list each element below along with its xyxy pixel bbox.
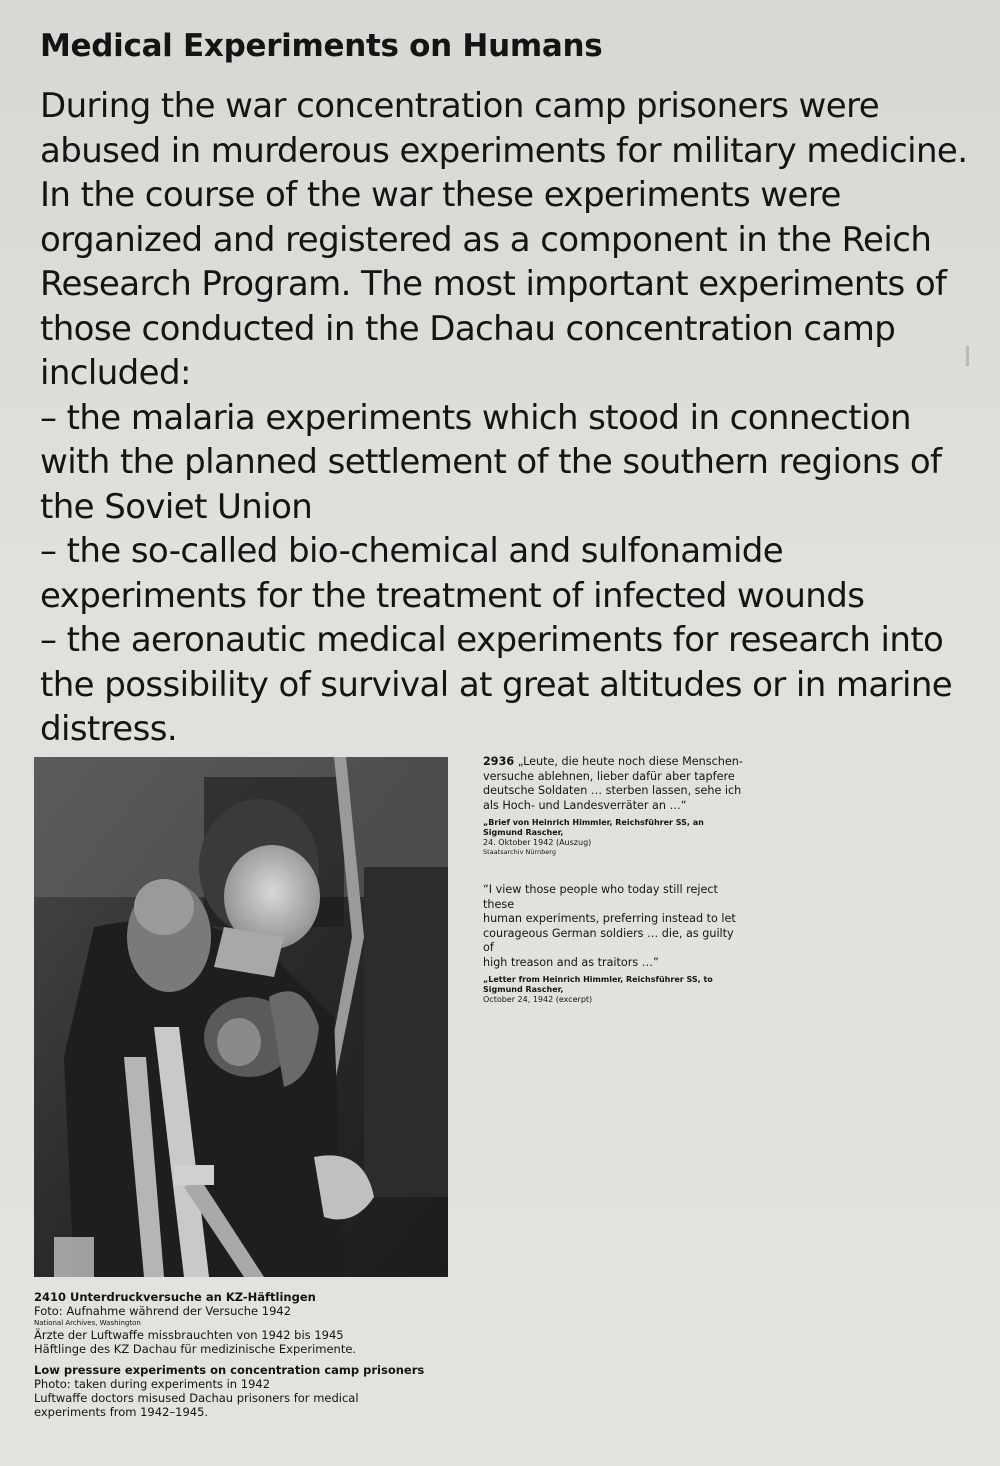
photo-illustration bbox=[34, 757, 448, 1277]
quote-en-line1: “I view those people who today still reject these bbox=[483, 883, 718, 911]
source-en-date: October 24, 1942 (excerpt) bbox=[483, 995, 593, 1004]
quote-number: 2936 bbox=[483, 755, 515, 768]
quote-source-de bbox=[483, 818, 743, 857]
quote-en-line2: human experiments, preferring instead to let bbox=[483, 912, 736, 925]
list-item-malaria: – the malaria experiments which stood in connection with the planned settlement of the southern regions of the Soviet Union bbox=[40, 397, 942, 527]
quote-de bbox=[483, 755, 743, 813]
himmler-quote bbox=[483, 755, 743, 1005]
caption-photo-en: Photo: taken during experiments in 1942 bbox=[34, 1377, 271, 1391]
intro-paragraph: During the war concentration camp prisoners were abused in murderous experiments for military medicine. In the course of the war these experiments were organized and registered as a component in the Reich Research Program. The most important experiments of those conducted in the Dachau concentration camp included: bbox=[40, 86, 968, 393]
quote-de-line4: als Hoch- und Landesverräter an …“ bbox=[483, 798, 687, 812]
intro-text bbox=[40, 84, 990, 752]
quote-en bbox=[483, 883, 743, 970]
caption-text-en-2: experiments from 1942–1945. bbox=[34, 1405, 209, 1419]
list-item-aeronautic: – the aeronautic medical experiments for research into the possibility of survival at great altitudes or in marine distress. bbox=[40, 620, 953, 749]
source-de-date: 24. Oktober 1942 (Auszug) bbox=[483, 838, 592, 847]
quote-de-line2: versuche ablehnen, lieber dafür aber tapfere bbox=[483, 769, 735, 783]
quote-source-en bbox=[483, 975, 743, 1005]
quote-en-line3: courageous German soldiers … die, as guilty of bbox=[483, 926, 734, 954]
caption-credit: National Archives, Washington bbox=[34, 1319, 141, 1327]
panel-edge-mark bbox=[966, 346, 969, 366]
source-en-title: „Letter from Heinrich Himmler, Reichsführer SS, to Sigmund Rascher, bbox=[483, 975, 713, 994]
quote-de-line1: „Leute, die heute noch diese Menschen- bbox=[517, 755, 743, 768]
quote-de-line3: deutsche Soldaten … sterben lassen, sehe ich bbox=[483, 784, 742, 797]
caption-text-de-2: Häftlinge des KZ Dachau für medizinische Experimente. bbox=[34, 1342, 357, 1356]
source-de-title: „Brief von Heinrich Himmler, Reichsführer SS, an Sigmund Rascher, bbox=[483, 818, 704, 837]
caption-text-de-1: Ärzte der Luftwaffe missbrauchten von 1942 bis 1945 bbox=[34, 1328, 344, 1342]
caption-photo-de: Foto: Aufnahme während der Versuche 1942 bbox=[34, 1304, 292, 1318]
list-item-sulfonamide: – the so-called bio-chemical and sulfonamide experiments for the treatment of infected wounds bbox=[40, 531, 865, 616]
quote-en-line4: high treason and as traitors …” bbox=[483, 955, 659, 969]
caption-heading-de: 2410 Unterdruckversuche an KZ-Häftlingen bbox=[34, 1290, 316, 1304]
historical-photo bbox=[34, 757, 448, 1277]
caption-text-en-1: Luftwaffe doctors misused Dachau prisoners for medical bbox=[34, 1391, 359, 1405]
page-title: Medical Experiments on Humans bbox=[40, 28, 603, 64]
caption-heading-en: Low pressure experiments on concentration camp prisoners bbox=[34, 1363, 425, 1377]
photo-caption bbox=[34, 1290, 454, 1419]
source-archive: Staatsarchiv Nürnberg bbox=[483, 848, 556, 856]
